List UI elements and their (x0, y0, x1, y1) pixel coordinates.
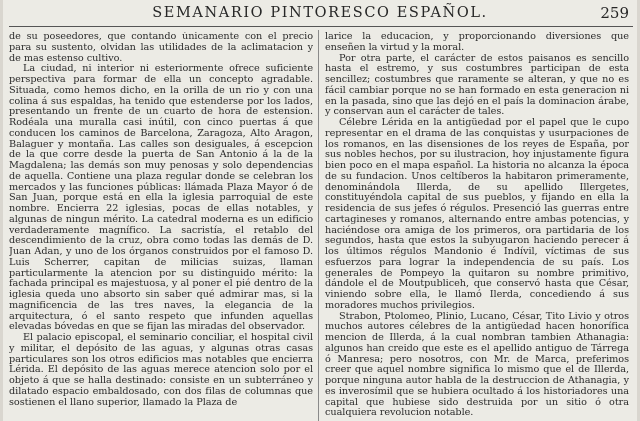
paragraph: Célebre Lérida en la antigüedad por el papel que le cupo representar en el drama de las conquistas y usurpaciones de los romanos, en las disensiones de los reyes de España, por sus nobles hechos, por su ilustracion, hoy injustamente figura bien poco en el mapa español. La historia no alcanza la época de su fundacion. Unos celtíberos la habitaron primeramente, denominándola Illerda, de su apellido Illergetes, constituyéndola capital de sus pueblos, y fijando en ella la residencia de sus jefes ó régulos. Presenció las guerras entre cartagineses y romanos, alternando entre ambas potencias, y haciéndose ora amiga de los primeros, ora partidaria de los segundos, hasta que estos la subyugaron haciendo perecer á los últimos régulos Mandonio é Indívil, víctimas de sus esfuerzos para lograr la independencia de su país. Los generales de Pompeyo la quitaron su nombre primitivo, dándole el de Moutpubliceh, que conservó hasta que César, viniendo sobre ella, le llamó Ilerda, concediendo á sus moradores muchos privilegios. (325, 117, 629, 311)
paragraph: El palacio episcopal, el seminario conciliar, el hospital civil y militar, el depósito de las aguas, y algunas otras casas particulares son los otros edificios mas notables que encierra Lérida. El depósito de las aguas merece atencion solo por el objeto á que se halla destinado: consiste en un subterráneo y dilatado espacio embaldosado, con dos filas de columnas que sostienen el llano superior, llamado la Plaza de (9, 332, 313, 408)
paragraph: Por otra parte, el carácter de estos paisanos es sencillo hasta el estremo, y sus costumbres participan de esta sencillez; costumbres que raramente se alteran, y que no es fácil cambiar porque no se han formado en esta generacion ni en la pasada, sino que las dejó en el país la dominacion árabe, y conservan aun el carácter de tales. (325, 52, 629, 118)
paragraph: La ciudad, ni interior ni esteriormente ofrece suficiente perspectiva para formar de ella un concepto agradable. Situada, como hemos dicho, en la orilla de un rio y con una colina á sus espaldas, ha tenido que estenderse por los lados, presentando un frente de un cuarto de hora de estension. Rodéala una muralla casi inútil, con cinco puertas á que conducen los caminos de Barcelona, Zaragoza, Alto Aragon, Balaguer y montaña. Las calles son desiguales, á escepcion de la que corre desde la puerta de San Antonio á la de la Magdalena; las demás son muy penosas y solo dependencias de aquella. Contiene una plaza regular donde se celebran los mercados y las funciones públicas: llámada Plaza Mayor ó de San Juan, porque está en ella la iglesia parroquial de este nombre. Encierra 22 iglesias, pocas de ellas notables, y algunas de ningun mérito. La catedral moderna es un edificio verdaderamente magnífico. La sacristía, el retablo del descendimiento de la cruz, obra como todas las demás de D. Juan Adan, y uno de los órganos construidos por el famoso D. Luis Scherrer, capitan de milicias suizas, llaman particularmente la atencion por su distinguido mérito: la fachada principal es majestuosa, y al poner el pié dentro de la iglesia queda uno absorto sin saber qué admirar mas, si la magnificencia de las tres naves, la elegancia de la arquitectura, ó el santo respeto que infunden aquellas elevadas bóvedas en que se fijan las miradas del observador. (9, 63, 313, 333)
left-column (9, 32, 313, 421)
paragraph: Strabon, Ptolomeo, Plinio, Lucano, César, Tito Livio y otros muchos autores célebres de la antigüedad hacen honorífica mencion de Illerda, á la cual nombran tambien Athanagia: algunos han creido que este es el apellido antiguo de Tárrega ó Manresa; pero nosotros, con Mr. de Marca, preferimos creer que aquel nombre significa lo mismo que el de Illerda, porque ninguna autor habla de la destruccion de Athanagia, y es inverosímil que se hubiera ocultado á los historiadores una capital que hubiese sido destruida por un sitio ó otra cualquiera revolucion notable. (325, 310, 629, 419)
paragraph: de su poseedores, que contando únicamente con el precio para su sustento, olvidan las utilidades de la aclimatacion y de mas estenso cultivo. (9, 32, 313, 64)
paragraph: larice la educacion, y proporcionando diversiones que enseñen la virtud y la moral. (325, 32, 629, 53)
publication-title: SEMANARIO PINTORESCO ESPAÑOL. (152, 5, 488, 21)
newspaper-page (3, 0, 637, 421)
page-header (3, 0, 637, 24)
header-rule (9, 26, 633, 27)
page-number: 259 (600, 4, 629, 22)
right-column (325, 32, 629, 421)
column-divider (318, 30, 319, 421)
